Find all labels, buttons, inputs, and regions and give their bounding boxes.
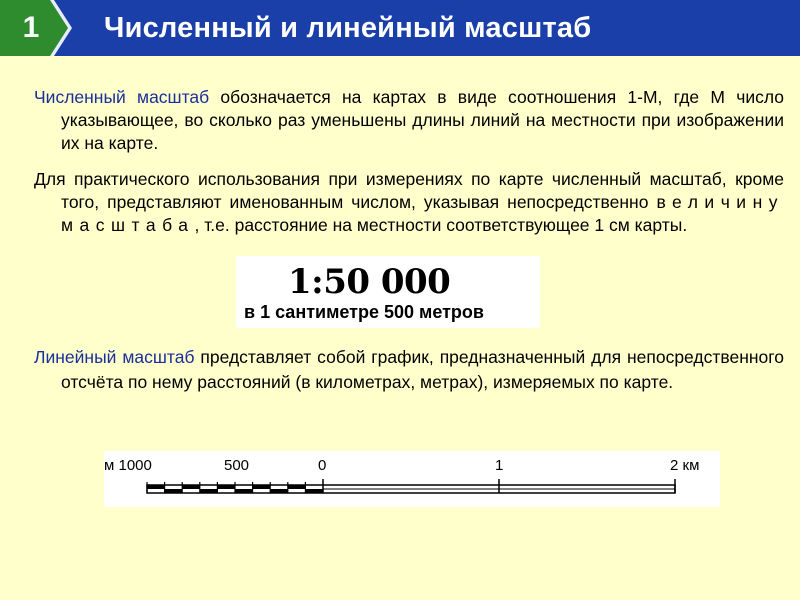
paragraph-linear-scale bbox=[34, 345, 784, 395]
scale-segment bbox=[217, 485, 235, 489]
scale-label-2km: 2 км bbox=[670, 457, 700, 474]
scale-ratio: 1:50 000 bbox=[288, 262, 451, 302]
header-bar bbox=[0, 0, 800, 56]
scale-segment bbox=[288, 485, 306, 489]
scale-label-500: 500 bbox=[224, 457, 250, 474]
spaced-phrase: величину масштаба bbox=[61, 192, 784, 235]
numeric-scale-image bbox=[236, 256, 540, 328]
slide-number: 1 bbox=[22, 11, 40, 44]
scale-named: в 1 сантиметре 500 метров bbox=[244, 302, 484, 322]
linear-scale-graphic bbox=[104, 451, 720, 507]
scale-segment bbox=[147, 485, 165, 489]
paragraph-numeric-scale bbox=[34, 86, 784, 155]
scale-label-1000m: м 1000 bbox=[104, 457, 152, 474]
paragraph-text: представляет собой график, предназначенный для непосредственного отсчёта по нему расстояний (в километрах, метрах), измеряемых по карте. bbox=[61, 347, 784, 392]
scale-segment bbox=[182, 485, 200, 489]
scale-segment bbox=[270, 489, 288, 493]
linear-scale-image bbox=[104, 451, 720, 507]
scale-label-0: 0 bbox=[318, 457, 327, 474]
scale-segment bbox=[235, 489, 253, 493]
scale-segment bbox=[305, 489, 323, 493]
paragraph-text: обозначается на картах в виде соотношения 1-М, где М число указывающее, во сколько раз уменьшены длины линий на местности при изображении их на карте. bbox=[61, 87, 784, 153]
scale-segment bbox=[200, 489, 218, 493]
scale-bar bbox=[147, 479, 675, 493]
paragraph-text: Для практического использования при измерениях по карте численный масштаб, кроме того, представляют именованным числом, указывая непосредственно bbox=[34, 169, 784, 212]
scale-label-1km: 1 bbox=[495, 457, 504, 474]
paragraph-practical-use bbox=[34, 168, 784, 237]
page-title: Численный и линейный масштаб bbox=[104, 11, 592, 44]
term-numeric-scale: Численный масштаб bbox=[34, 87, 210, 107]
scale-segment bbox=[253, 485, 271, 489]
scale-segment bbox=[165, 489, 183, 493]
term-linear-scale: Линейный масштаб bbox=[34, 347, 195, 367]
paragraph-text: , т.е. расстояние на местности соответствующее 1 см карты. bbox=[194, 215, 688, 235]
